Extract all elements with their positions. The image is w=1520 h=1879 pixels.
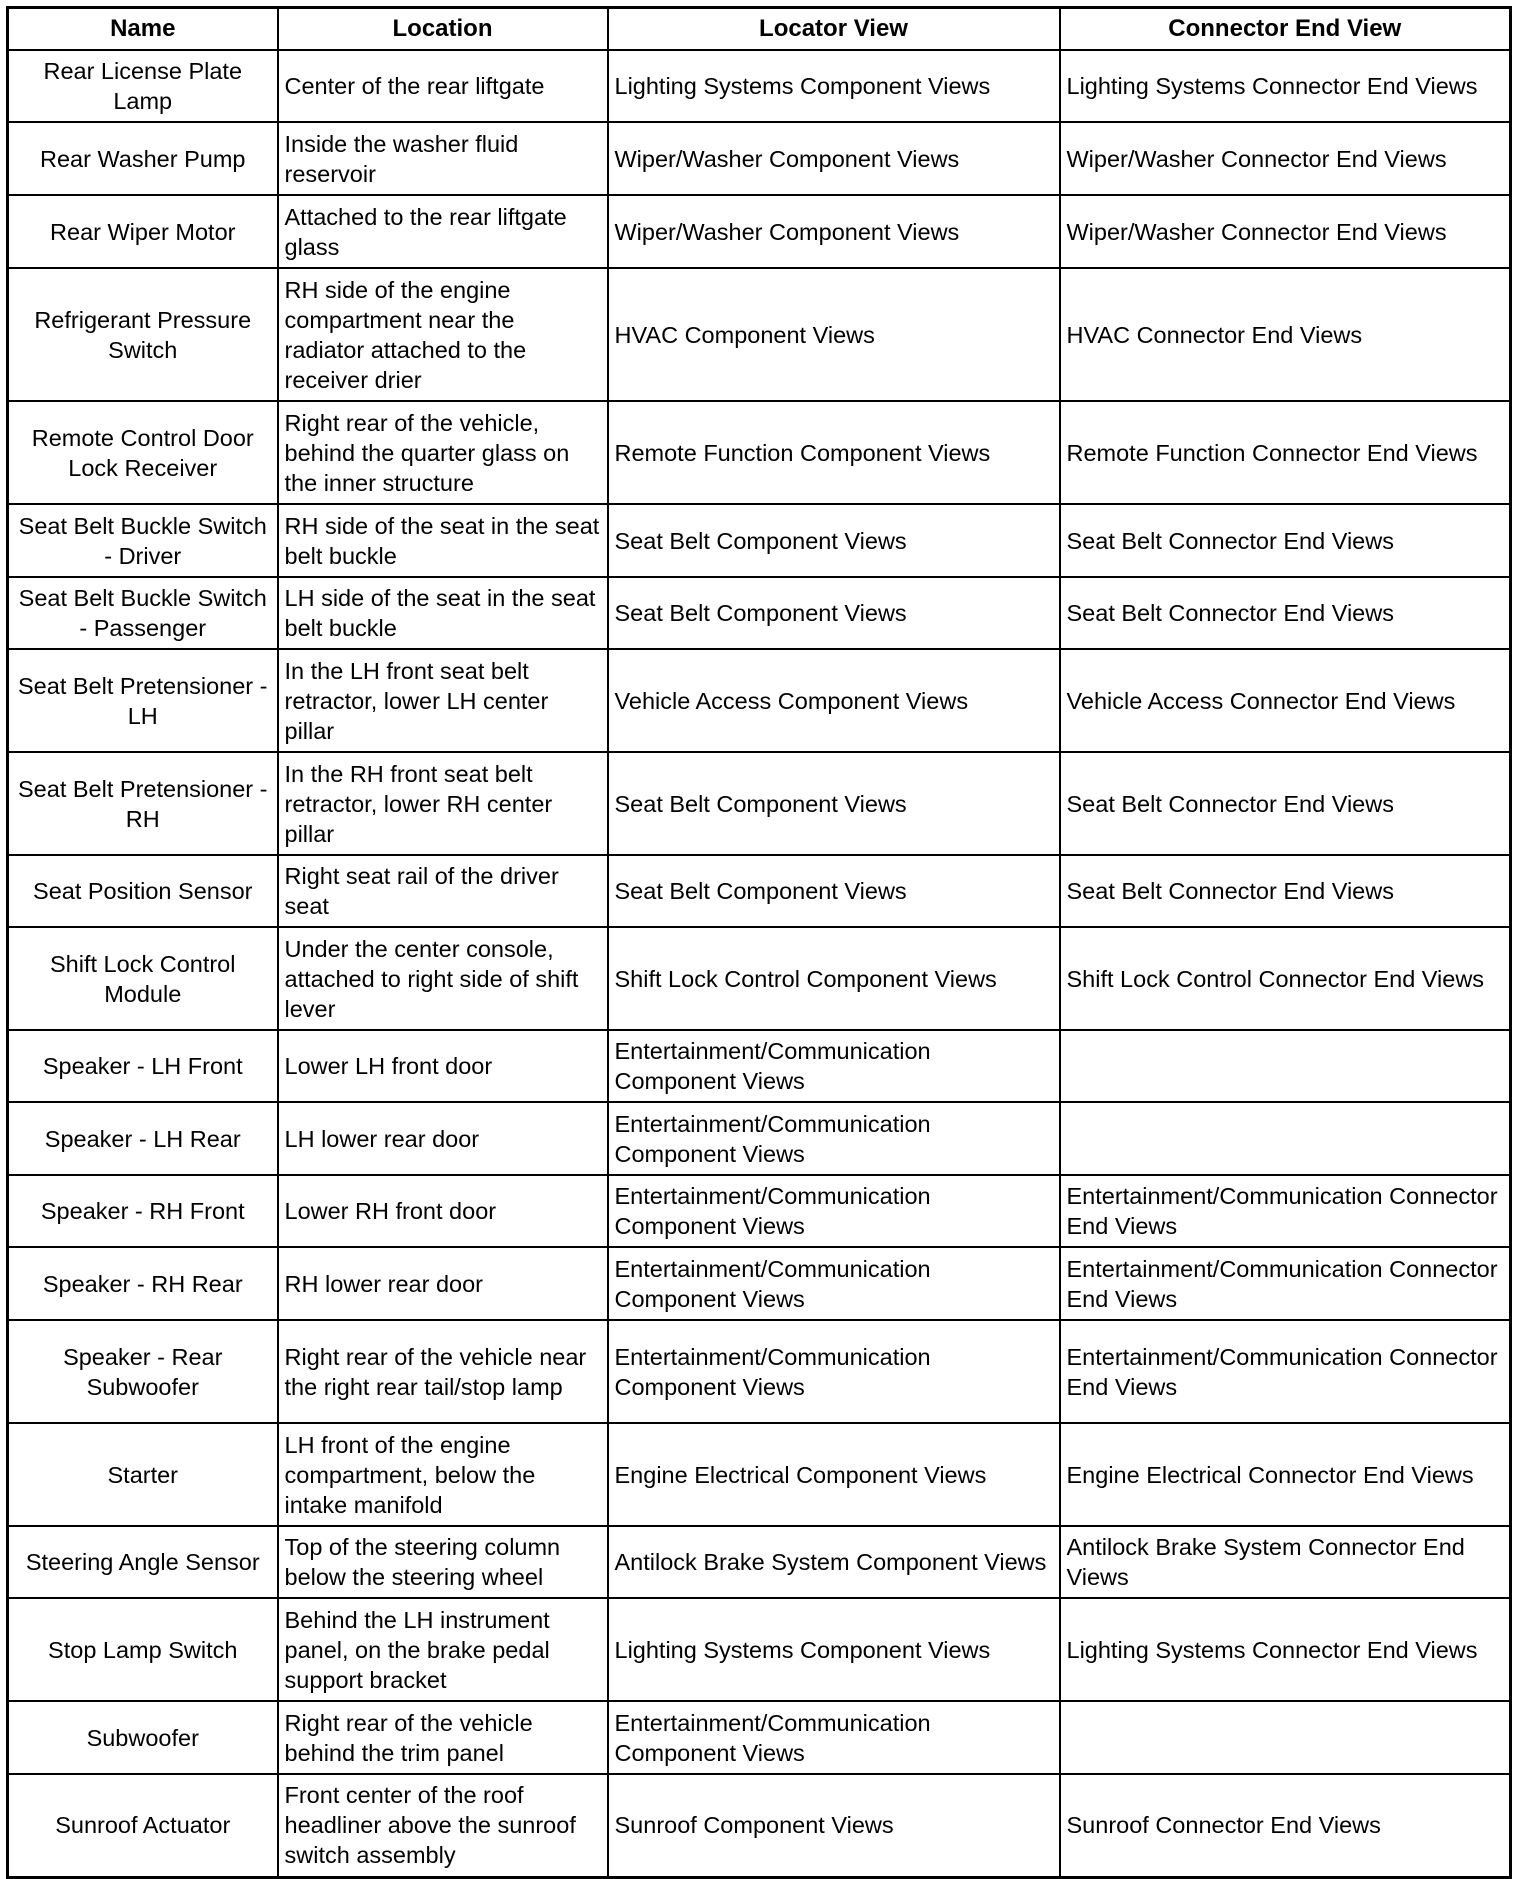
table-row — [8, 1774, 1511, 1877]
cell-connector-end-view: Seat Belt Connector End Views — [1060, 752, 1511, 855]
cell-locator-view: Wiper/Washer Component Views — [608, 122, 1060, 195]
cell-location: RH side of the engine compartment near the radiator attached to the receiver drier — [278, 268, 608, 401]
cell-connector-end-view: Remote Function Connector End Views — [1060, 401, 1511, 504]
cell-name: Speaker - LH Rear — [8, 1102, 278, 1175]
table-row — [8, 1320, 1511, 1423]
header-row — [8, 8, 1511, 51]
cell-name: Subwoofer — [8, 1701, 278, 1774]
cell-connector-end-view: Entertainment/Communication Connector End Views — [1060, 1320, 1511, 1423]
cell-locator-view: Shift Lock Control Component Views — [608, 927, 1060, 1030]
cell-name: Seat Belt Buckle Switch - Driver — [8, 504, 278, 577]
table-row — [8, 268, 1511, 401]
cell-locator-view: Seat Belt Component Views — [608, 577, 1060, 649]
table-row — [8, 1102, 1511, 1175]
cell-locator-view: Entertainment/Communication Component Views — [608, 1030, 1060, 1102]
cell-location: Attached to the rear liftgate glass — [278, 195, 608, 268]
cell-location: Top of the steering column below the steering wheel — [278, 1526, 608, 1598]
table-row — [8, 1423, 1511, 1526]
cell-name: Speaker - RH Rear — [8, 1247, 278, 1320]
cell-connector-end-view: Lighting Systems Connector End Views — [1060, 1598, 1511, 1701]
cell-location: Front center of the roof headliner above the sunroof switch assembly — [278, 1774, 608, 1877]
cell-location: In the RH front seat belt retractor, lower RH center pillar — [278, 752, 608, 855]
table-row — [8, 649, 1511, 752]
cell-locator-view: Entertainment/Communication Component Views — [608, 1247, 1060, 1320]
header-connector-end-view: Connector End View — [1060, 8, 1511, 51]
cell-connector-end-view: Lighting Systems Connector End Views — [1060, 50, 1511, 122]
table-row — [8, 122, 1511, 195]
cell-locator-view: Entertainment/Communication Component Views — [608, 1175, 1060, 1247]
cell-location: Center of the rear liftgate — [278, 50, 608, 122]
component-locator-table — [6, 6, 1512, 1879]
cell-locator-view: Antilock Brake System Component Views — [608, 1526, 1060, 1598]
cell-locator-view: Entertainment/Communication Component Views — [608, 1701, 1060, 1774]
cell-name: Seat Position Sensor — [8, 855, 278, 927]
cell-connector-end-view: Seat Belt Connector End Views — [1060, 504, 1511, 577]
cell-name: Steering Angle Sensor — [8, 1526, 278, 1598]
cell-locator-view: Seat Belt Component Views — [608, 752, 1060, 855]
cell-connector-end-view: Sunroof Connector End Views — [1060, 1774, 1511, 1877]
cell-location: LH lower rear door — [278, 1102, 608, 1175]
table-row — [8, 752, 1511, 855]
table-row — [8, 195, 1511, 268]
cell-location: Right rear of the vehicle near the right rear tail/stop lamp — [278, 1320, 608, 1423]
cell-locator-view: Entertainment/Communication Component Views — [608, 1102, 1060, 1175]
cell-connector-end-view — [1060, 1102, 1511, 1175]
cell-connector-end-view — [1060, 1030, 1511, 1102]
cell-name: Refrigerant Pressure Switch — [8, 268, 278, 401]
cell-location: Right rear of the vehicle, behind the quarter glass on the inner structure — [278, 401, 608, 504]
table-row — [8, 1247, 1511, 1320]
cell-location: Right seat rail of the driver seat — [278, 855, 608, 927]
cell-locator-view: Lighting Systems Component Views — [608, 50, 1060, 122]
header-name: Name — [8, 8, 278, 51]
cell-location: RH lower rear door — [278, 1247, 608, 1320]
cell-connector-end-view: Wiper/Washer Connector End Views — [1060, 122, 1511, 195]
cell-location: Under the center console, attached to right side of shift lever — [278, 927, 608, 1030]
cell-location: Right rear of the vehicle behind the trim panel — [278, 1701, 608, 1774]
header-locator-view: Locator View — [608, 8, 1060, 51]
cell-locator-view: Seat Belt Component Views — [608, 855, 1060, 927]
cell-location: RH side of the seat in the seat belt buckle — [278, 504, 608, 577]
cell-name: Speaker - LH Front — [8, 1030, 278, 1102]
table-row — [8, 50, 1511, 122]
cell-name: Remote Control Door Lock Receiver — [8, 401, 278, 504]
table-row — [8, 401, 1511, 504]
table-row — [8, 855, 1511, 927]
cell-connector-end-view: Entertainment/Communication Connector End Views — [1060, 1247, 1511, 1320]
cell-connector-end-view: Shift Lock Control Connector End Views — [1060, 927, 1511, 1030]
cell-connector-end-view: Entertainment/Communication Connector End Views — [1060, 1175, 1511, 1247]
table-row — [8, 504, 1511, 577]
cell-name: Starter — [8, 1423, 278, 1526]
cell-connector-end-view: Seat Belt Connector End Views — [1060, 855, 1511, 927]
cell-location: Lower LH front door — [278, 1030, 608, 1102]
cell-name: Rear Wiper Motor — [8, 195, 278, 268]
table-row — [8, 1598, 1511, 1701]
cell-location: Behind the LH instrument panel, on the brake pedal support bracket — [278, 1598, 608, 1701]
cell-location: LH side of the seat in the seat belt buckle — [278, 577, 608, 649]
cell-location: Inside the washer fluid reservoir — [278, 122, 608, 195]
table-row — [8, 577, 1511, 649]
cell-connector-end-view: Engine Electrical Connector End Views — [1060, 1423, 1511, 1526]
cell-locator-view: Lighting Systems Component Views — [608, 1598, 1060, 1701]
cell-connector-end-view: Wiper/Washer Connector End Views — [1060, 195, 1511, 268]
cell-locator-view: Remote Function Component Views — [608, 401, 1060, 504]
cell-locator-view: Wiper/Washer Component Views — [608, 195, 1060, 268]
cell-name: Seat Belt Buckle Switch - Passenger — [8, 577, 278, 649]
cell-name: Seat Belt Pretensioner - LH — [8, 649, 278, 752]
cell-name: Rear Washer Pump — [8, 122, 278, 195]
cell-locator-view: HVAC Component Views — [608, 268, 1060, 401]
cell-locator-view: Engine Electrical Component Views — [608, 1423, 1060, 1526]
cell-locator-view: Entertainment/Communication Component Views — [608, 1320, 1060, 1423]
cell-name: Shift Lock Control Module — [8, 927, 278, 1030]
table-row — [8, 927, 1511, 1030]
table-row — [8, 1030, 1511, 1102]
cell-name: Speaker - RH Front — [8, 1175, 278, 1247]
cell-locator-view: Sunroof Component Views — [608, 1774, 1060, 1877]
cell-connector-end-view: HVAC Connector End Views — [1060, 268, 1511, 401]
header-location: Location — [278, 8, 608, 51]
cell-connector-end-view: Antilock Brake System Connector End Views — [1060, 1526, 1511, 1598]
cell-location: In the LH front seat belt retractor, lower LH center pillar — [278, 649, 608, 752]
cell-locator-view: Vehicle Access Component Views — [608, 649, 1060, 752]
cell-name: Stop Lamp Switch — [8, 1598, 278, 1701]
cell-locator-view: Seat Belt Component Views — [608, 504, 1060, 577]
cell-location: Lower RH front door — [278, 1175, 608, 1247]
table-row — [8, 1526, 1511, 1598]
table-row — [8, 1175, 1511, 1247]
cell-location: LH front of the engine compartment, below the intake manifold — [278, 1423, 608, 1526]
cell-connector-end-view: Seat Belt Connector End Views — [1060, 577, 1511, 649]
table-row — [8, 1701, 1511, 1774]
cell-connector-end-view: Vehicle Access Connector End Views — [1060, 649, 1511, 752]
cell-name: Rear License Plate Lamp — [8, 50, 278, 122]
cell-connector-end-view — [1060, 1701, 1511, 1774]
cell-name: Seat Belt Pretensioner - RH — [8, 752, 278, 855]
cell-name: Sunroof Actuator — [8, 1774, 278, 1877]
cell-name: Speaker - Rear Subwoofer — [8, 1320, 278, 1423]
